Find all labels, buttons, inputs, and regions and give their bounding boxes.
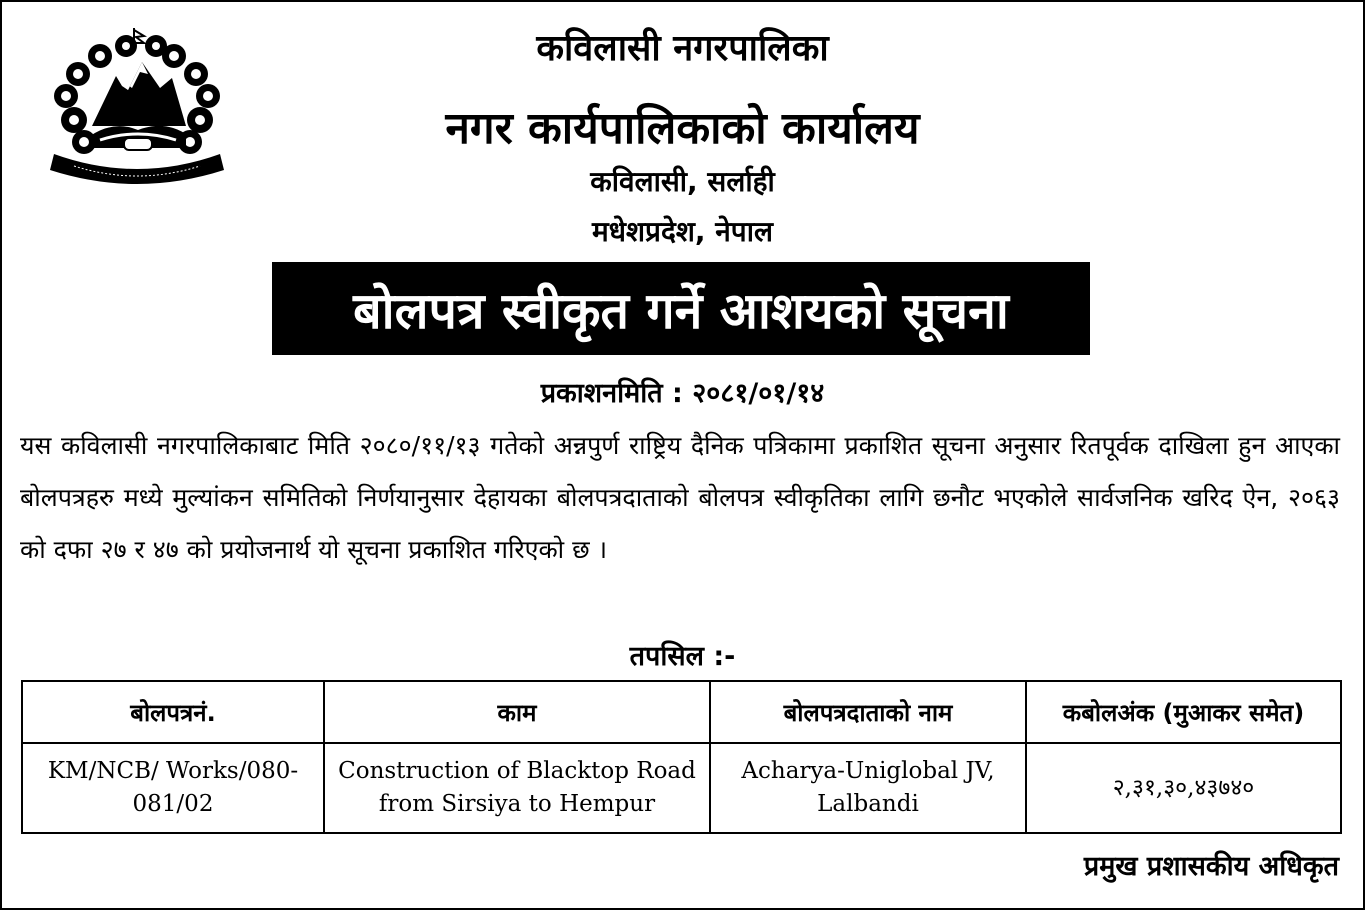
publication-date: प्रकाशनमिति : २०८१/०१/१४ [540,378,825,409]
header-bidder-name: बोलपत्रदाताको नाम [710,681,1026,743]
cell-work: Construction of Blacktop Road from Sirsiya to Hempur [324,743,710,833]
cell-bid-number: KM/NCB/ Works/080-081/02 [22,743,324,833]
header-bid-amount: कबोलअंक (मुआकर समेत) [1026,681,1341,743]
municipality-name: कविलासी नगरपालिका [536,28,829,69]
office-name: नगर कार्यपालिकाको कार्यालय [445,103,920,154]
office-location: कविलासी, सर्लाही [590,165,775,198]
details-label: तपसिल :- [629,641,736,672]
signatory-title: प्रमुख प्रशासकीय अधिकृत [1083,851,1339,882]
province-country: मधेशप्रदेश, नेपाल [592,215,773,248]
notice-title-banner [272,262,1090,355]
table-row [22,743,1341,833]
header-work: काम [324,681,710,743]
bid-table [21,680,1342,834]
table-header-row [22,681,1341,743]
notice-body: यस कविलासी नगरपालिकाबाट मिति २०८०/११/१३ गतेको अन्नपुर्ण राष्ट्रिय दैनिक पत्रिकामा प्रकाशित सूचना अनुसार रितपूर्वक दाखिला हुन आएका बोलपत्रहरु मध्ये मुल्यांकन समितिको निर्णयानुसार देहायका बोलपत्रदाताको बोलपत्र स्वीकृतिका लागि छनौट भएकोले सार्वजनिक खरिद ऐन, २०६३ को दफा २७ र ४७ को प्रयोजनार्थ यो सूचना प्रकाशित गरिएको छ । [20,431,1340,564]
cell-bidder-name: Acharya-Uniglobal JV, Lalbandi [710,743,1026,833]
cell-bid-amount: २,३१,३०,४३७४० [1026,743,1341,833]
header-bid-number: बोलपत्रनं. [22,681,324,743]
notice-title: बोलपत्र स्वीकृत गर्ने आशयको सूचना [353,281,1009,340]
